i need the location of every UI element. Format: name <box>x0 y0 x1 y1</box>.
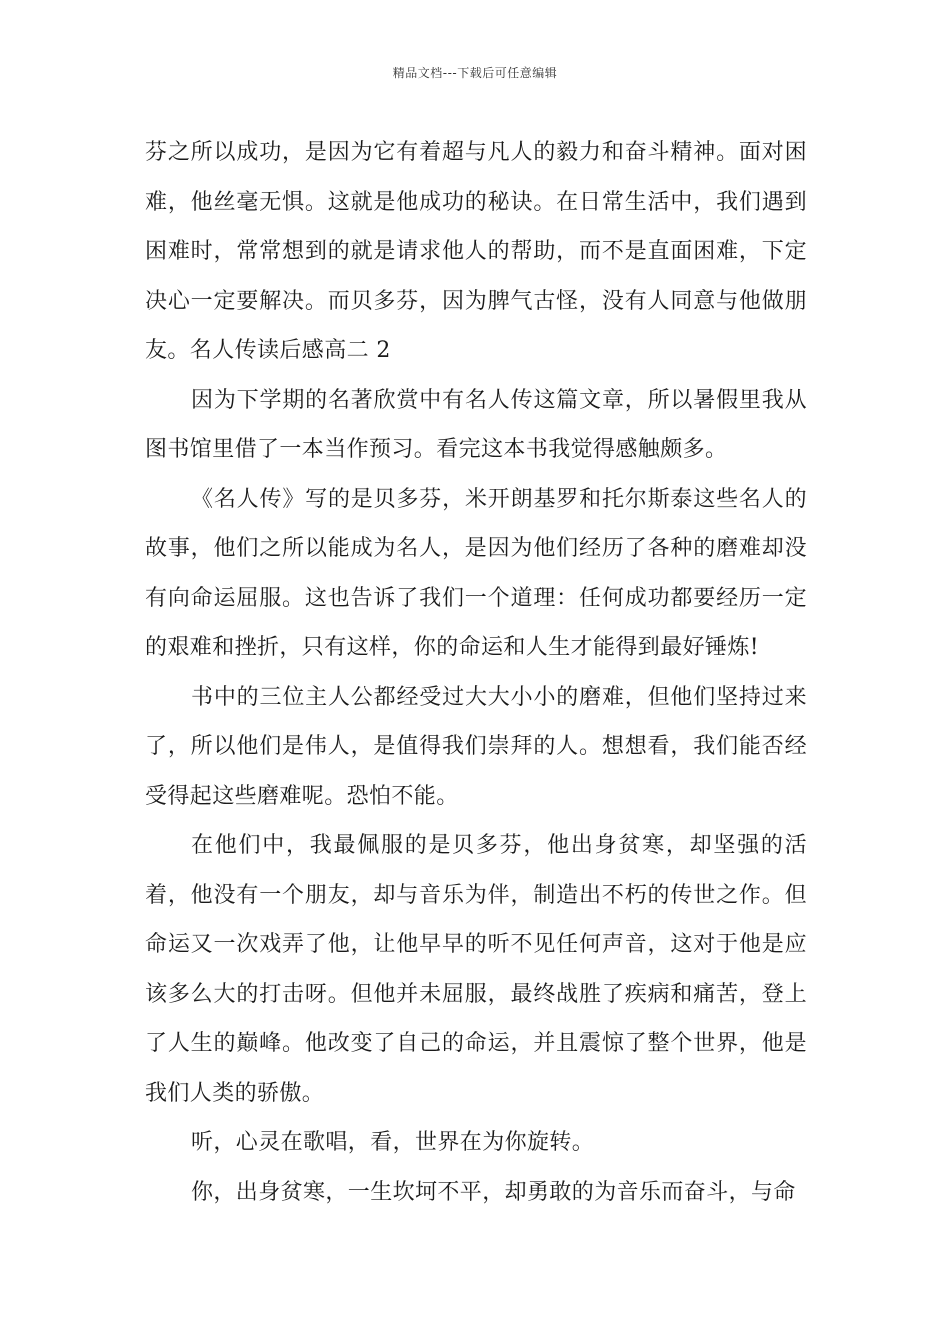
paragraph-3: 《名人传》写的是贝多芬，米开朗基罗和托尔斯泰这些名人的故事，他们之所以能成为名人，是因为他们经历了各种的磨难却没有向命运屈服。这也告诉了我们一个道理：任何成功都要经历一定的艰难和挫折，只有这样，你的命运和人生才能得到最好锤炼! <box>145 486 807 660</box>
page-header: 精品文档---下载后可任意编辑 <box>392 66 558 80</box>
paragraph-2: 因为下学期的名著欣赏中有名人传这篇文章，所以暑假里我从图书馆里借了一本当作预习。看完这本书我觉得感触颇多。 <box>145 387 807 462</box>
paragraph-7: 你，出身贫寒，一生坎坷不平，却勇敢的为音乐而奋斗，与命 <box>191 1179 796 1205</box>
paragraph-4: 书中的三位主人公都经受过大大小小的磨难，但他们坚持过来了，所以他们是伟人，是值得我们崇拜的人。想想看，我们能否经受得起这些磨难呢。恐怕不能。 <box>145 684 807 809</box>
paragraph-5: 在他们中，我最佩服的是贝多芬，他出身贫寒，却坚强的活着，他没有一个朋友，却与音乐为伴，制造出不朽的传世之作。但命运又一次戏弄了他，让他早早的听不见任何声音，这对于他是应该多么大的打击呀。但他并未屈服，最终战胜了疾病和痛苦，登上了人生的巅峰。他改变了自己的命运，并且震惊了整个世界，他是我们人类的骄傲。 <box>145 833 807 1106</box>
paragraph-6: 听，心灵在歌唱，看，世界在为你旋转。 <box>191 1130 595 1155</box>
paragraph-1: 芬之所以成功，是因为它有着超与凡人的毅力和奋斗精神。面对困难，他丝毫无惧。这就是他成功的秘诀。在日常生活中，我们遇到困难时，常常想到的就是请求他人的帮助，而不是直面困难，下定决心一定要解决。而贝多芬，因为脾气古怪，没有人同意与他做朋友。名人传读后感高二 2 <box>145 140 807 363</box>
document-body <box>145 128 807 1217</box>
